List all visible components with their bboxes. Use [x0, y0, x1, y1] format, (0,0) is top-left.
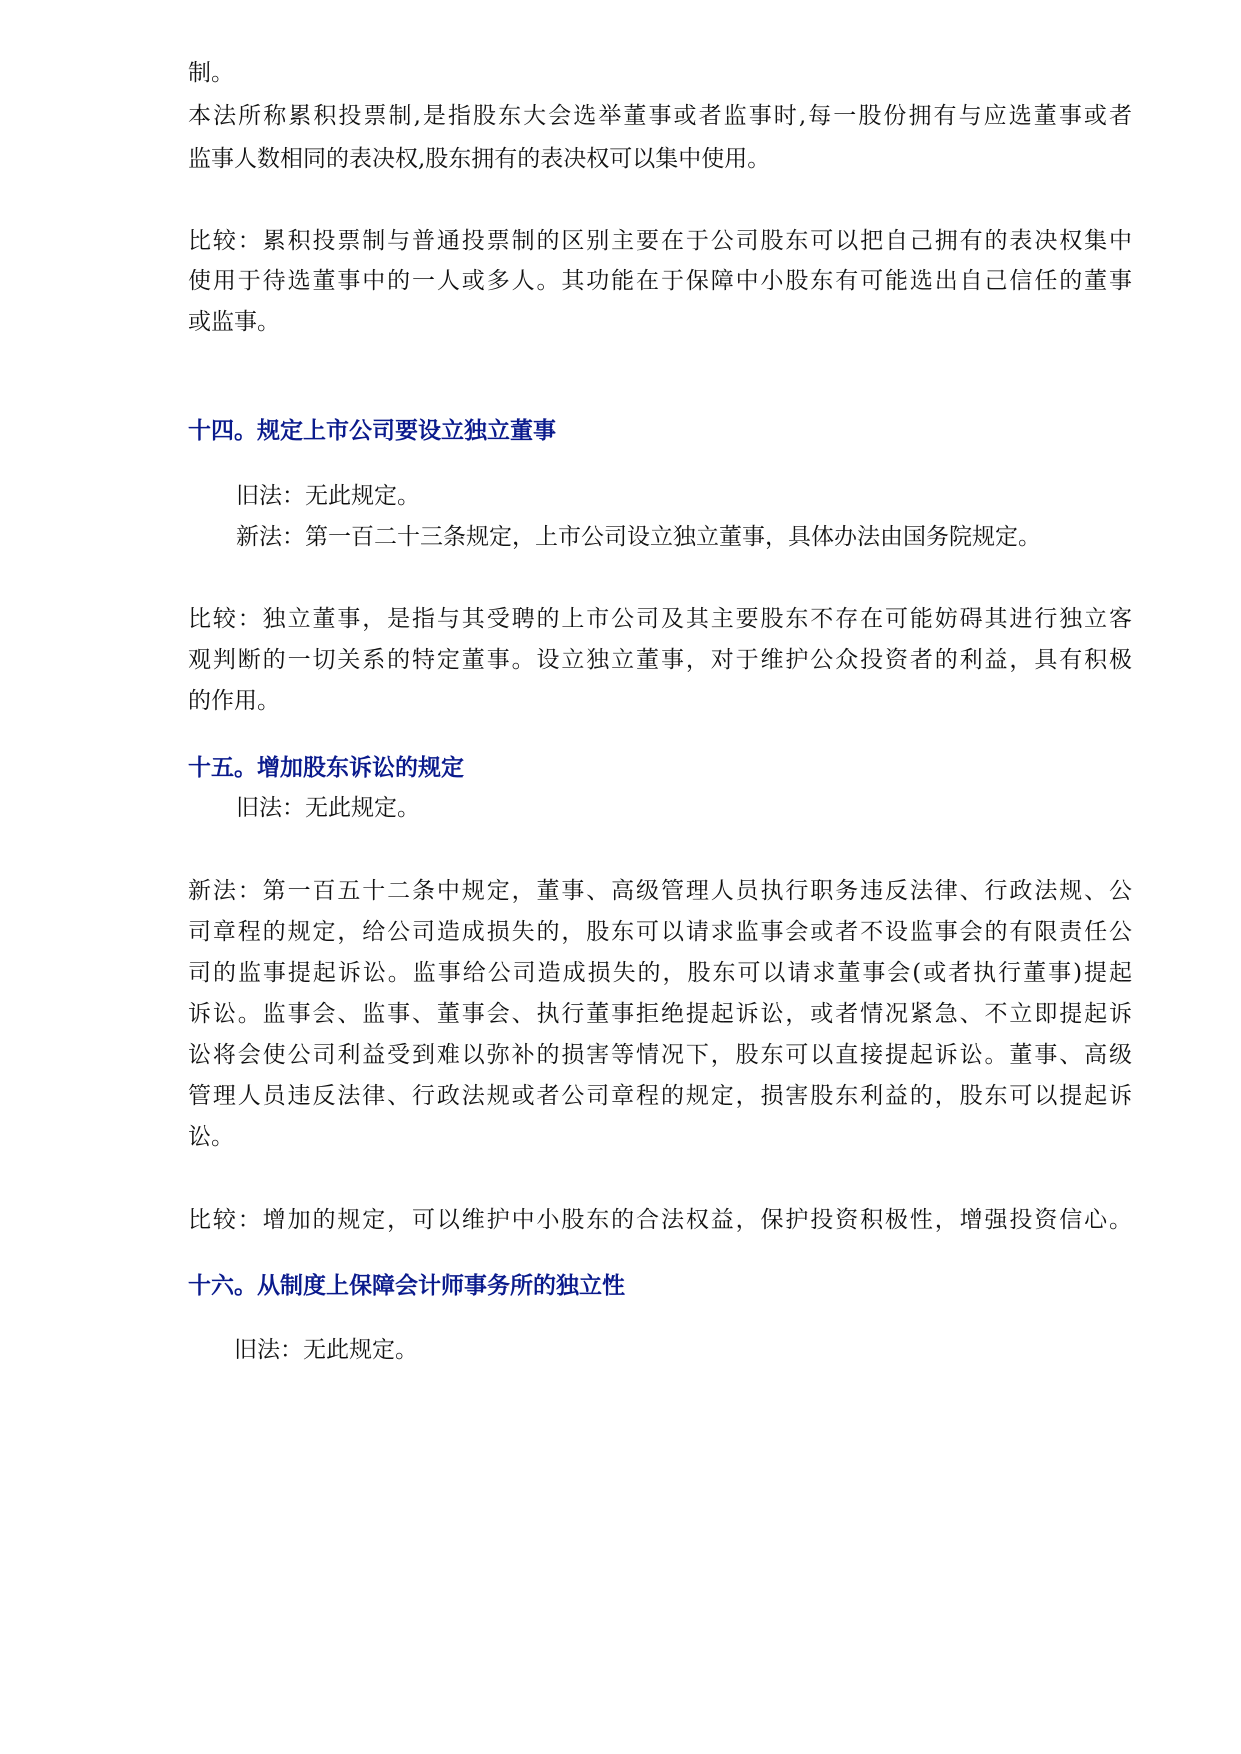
- text-line: 司的监事提起诉讼。监事给公司造成损失的，股东可以请求董事会(或者执行董事)提起: [188, 960, 1132, 986]
- text-line: 或监事。: [188, 309, 280, 335]
- section-heading-14: 十四。规定上市公司要设立独立董事: [188, 418, 556, 444]
- text-line: 的作用。: [188, 688, 280, 714]
- text-line: 旧法：无此规定。: [236, 483, 420, 509]
- text-line: 新法：第一百五十二条中规定，董事、高级管理人员执行职务违反法律、行政法规、公: [188, 878, 1132, 904]
- text-line: 讼。: [188, 1124, 234, 1150]
- text-line: 监事人数相同的表决权,股东拥有的表决权可以集中使用。: [188, 146, 771, 172]
- text-line: 制。: [188, 60, 234, 86]
- text-line: 讼将会使公司利益受到难以弥补的损害等情况下，股东可以直接提起诉讼。董事、高级: [188, 1042, 1132, 1068]
- text-line: 比较：累积投票制与普通投票制的区别主要在于公司股东可以把自己拥有的表决权集中: [188, 228, 1132, 254]
- text-line: 观判断的一切关系的特定董事。设立独立董事，对于维护公众投资者的利益，具有积极: [188, 647, 1132, 673]
- text-line: 本法所称累积投票制,是指股东大会选举董事或者监事时,每一股份拥有与应选董事或者: [188, 103, 1132, 129]
- text-line: 司章程的规定，给公司造成损失的，股东可以请求监事会或者不设监事会的有限责任公: [188, 919, 1132, 945]
- text-line: 使用于待选董事中的一人或多人。其功能在于保障中小股东有可能选出自己信任的董事: [188, 268, 1132, 294]
- text-line: 比较：独立董事，是指与其受聘的上市公司及其主要股东不存在可能妨碍其进行独立客: [188, 606, 1132, 632]
- text-line: 比较：增加的规定，可以维护中小股东的合法权益，保护投资积极性，增强投资信心。: [188, 1207, 1132, 1233]
- text-line: 新法：第一百二十三条规定，上市公司设立独立董事，具体办法由国务院规定。: [236, 524, 1041, 550]
- text-line: 诉讼。监事会、监事、董事会、执行董事拒绝提起诉讼，或者情况紧急、不立即提起诉: [188, 1001, 1132, 1027]
- section-heading-16: 十六。从制度上保障会计师事务所的独立性: [188, 1273, 625, 1299]
- text-line: 旧法：无此规定。: [236, 795, 420, 821]
- text-line: 旧法：无此规定。: [234, 1337, 418, 1363]
- section-heading-15: 十五。增加股东诉讼的规定: [188, 755, 464, 781]
- text-line: 管理人员违反法律、行政法规或者公司章程的规定，损害股东利益的，股东可以提起诉: [188, 1083, 1132, 1109]
